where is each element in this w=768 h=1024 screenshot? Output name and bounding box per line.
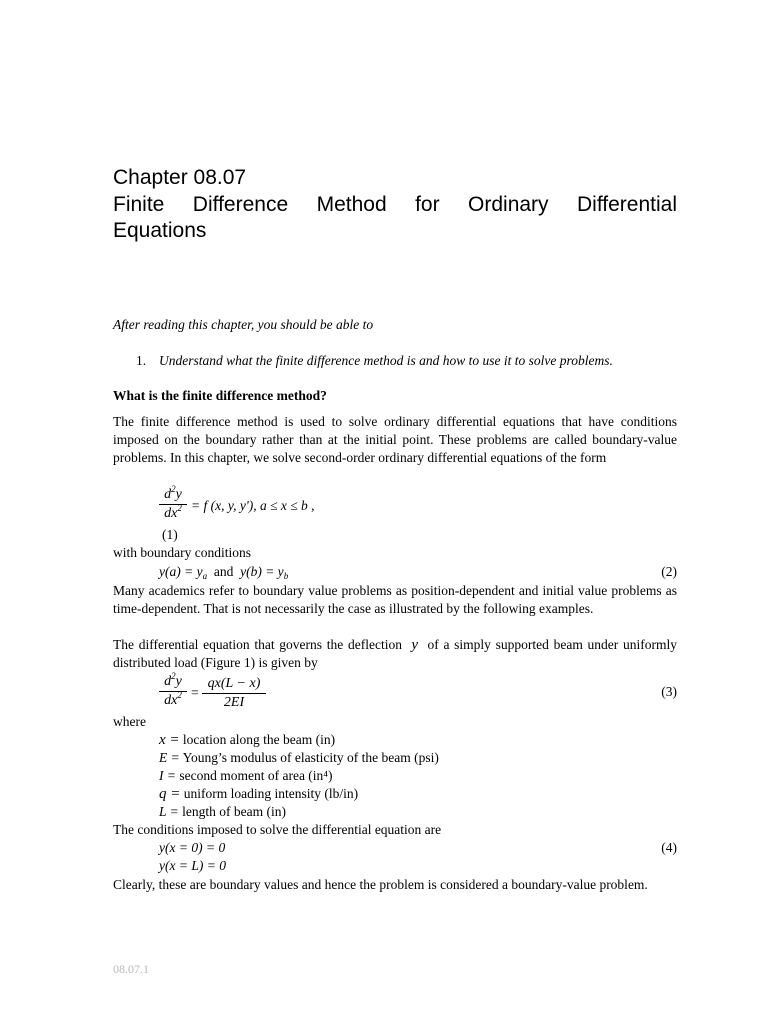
eq2-left: y(a) = y [159,564,203,579]
eq2-left-sub: a [202,571,208,581]
boundary-intro: with boundary conditions [113,545,251,560]
eq2-number: (2) [661,564,677,579]
chapter-title-line2: Equations [113,219,207,242]
eq2-right-sub: b [283,571,289,581]
eq1-number: (1) [162,527,178,542]
definition-e: E = Young’s modulus of elasticity of the beam (psi) [159,750,439,765]
eq4-number: (4) [661,840,677,855]
paragraph-academics: Many academics refer to boundary value problems as position-dependent and initial value problems as time-dependent. That is not necessarily the case as illustrated by the following examples. [113,583,677,616]
page-number: 08.07.1 [113,962,149,976]
paragraph-deflection: The differential equation that governs the deflection y of a simply supported beam under uniformly distributed load (Figure 1) is given by [113,637,678,670]
definition-i: I = second moment of area (in⁴) [159,768,333,783]
section-heading: What is the finite difference method? [113,388,327,403]
eq3-lhs-fraction: $d^2y$ $dx^2$ [159,674,187,709]
definition-l: L = length of beam (in) [159,804,286,819]
conditions-intro: The conditions imposed to solve the differential equation are [113,822,442,837]
where-label: where [113,714,146,729]
objective-item: Understand what the finite difference method is and how to use it to solve problems. [159,353,613,368]
objective-number: 1. [136,353,147,368]
eq3-rhs-fraction: qx(L − x) 2EI [202,676,266,711]
paragraph-intro: The finite difference method is used to solve ordinary differential equations that have conditions imposed on the boundary rather than at the initial point. These problems are called boundary-value problems. In this chapter, we solve second-order ordinary differential equations of the form [113,414,677,465]
eq1-rhs: = f (x, y, y'), a ≤ x ≤ b , [191,498,315,513]
chapter-title-line1: Finite Difference Method for Ordinary Differential [113,193,677,216]
eq3-number: (3) [661,684,677,699]
deflection-variable: y [411,637,419,653]
definition-q: q = uniform loading intensity (lb/in) [159,786,359,802]
eq1-fraction: $d^2y$ $dx^2$ [159,487,187,522]
paragraph-conclusion: Clearly, these are boundary values and hence the problem is considered a boundary-value problem. [113,877,648,892]
eq2 [159,563,288,581]
eq2-and: and [213,564,234,579]
eq3-equals: = [191,685,199,700]
eq4-line2: y(x = L) = 0 [159,858,226,873]
eq4-line1: y(x = 0) = 0 [159,840,226,855]
chapter-label: Chapter 08.07 [113,166,247,189]
objectives-intro: After reading this chapter, you should be able to [113,317,374,332]
definition-x: x = location along the beam (in) [159,732,336,748]
eq2-right: y(b) = y [240,564,284,579]
